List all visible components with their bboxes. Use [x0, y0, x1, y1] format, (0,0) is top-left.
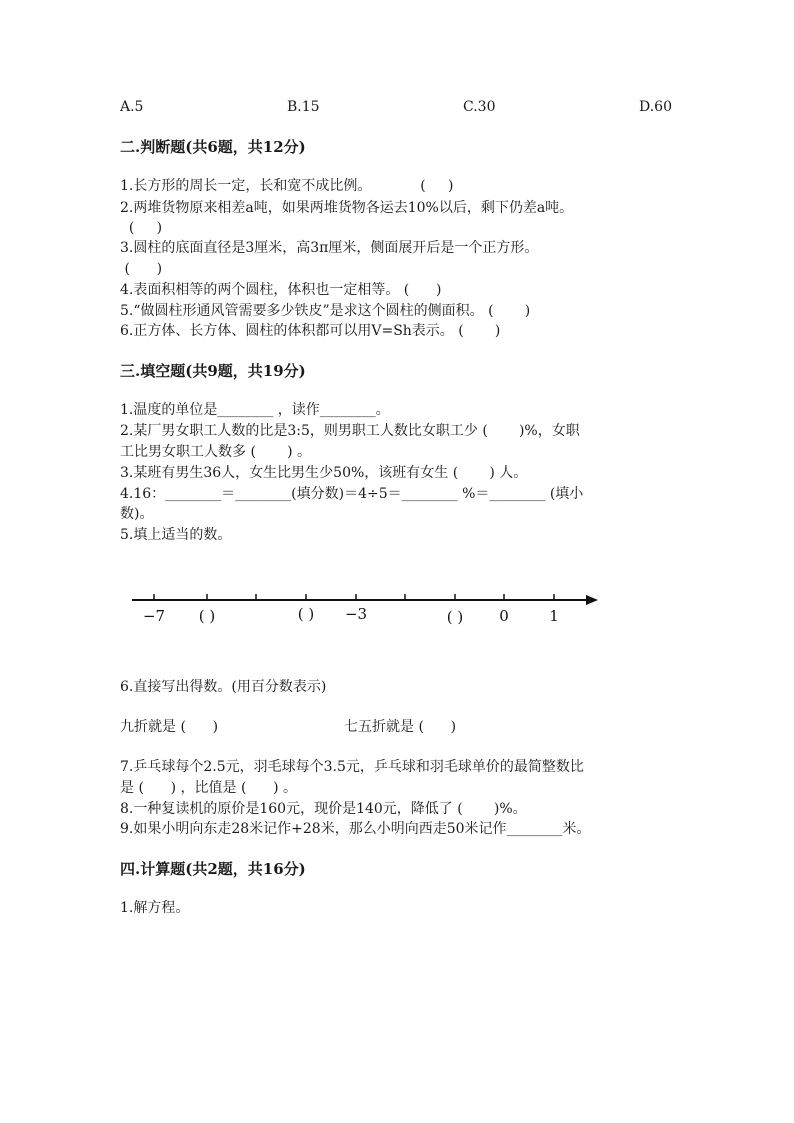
number-line [128, 588, 598, 628]
nl-label-blank-2: ( ) [297, 605, 315, 623]
fill-item-5: 5.填上适当的数。 [120, 527, 232, 543]
fill-item-3: 3.某班有男生36人，女生比男生少50%，该班有女生 ( ) 人。 [120, 465, 528, 481]
fill-item-1: 1.温度的单位是________ ，读作________。 [120, 402, 390, 418]
option-c: C.30 [463, 99, 496, 115]
fill-item-2-cont: 工比男女职工人数多 ( ) 。 [120, 444, 311, 460]
fill-item-2: 2.某厂男女职工人数的比是3:5，则男职工人数比女职工少 ( )%，女职 [120, 423, 580, 439]
discount-a: 九折就是 ( ) [120, 719, 219, 735]
judge-item-1: 1.长方形的周长一定，长和宽不成比例。 ( ) [120, 178, 454, 194]
section-title-fill: 三.填空题(共9题，共19分) [120, 362, 306, 380]
fill-item-6: 6.直接写出得数。(用百分数表示) [120, 679, 327, 695]
option-d: D.60 [639, 99, 672, 115]
nl-label-zero: 0 [499, 607, 509, 625]
discount-b: 七五折就是 ( ) [344, 719, 457, 735]
judge-item-3: 3.圆柱的底面直径是3厘米，高3π厘米，侧面展开后是一个正方形。 [120, 240, 539, 256]
fill-item-4-cont: 数)。 [120, 506, 154, 522]
calc-item-1: 1.解方程。 [120, 900, 190, 916]
judge-item-4: 4.表面积相等的两个圆柱，体积也一定相等。 ( ) [120, 282, 442, 298]
fill-item-8: 8.一种复读机的原价是160元，现价是140元，降低了 ( )%。 [120, 801, 527, 817]
fill-item-7: 7.乒乓球每个2.5元，羽毛球每个3.5元，乒乓球和羽毛球单价的最简整数比 [120, 759, 584, 775]
judge-item-3-blank: ( ) [120, 261, 163, 277]
number-line-arrow [586, 595, 598, 605]
fill-item-4: 4.16：________＝________(填分数)＝4÷5＝________ %＝________ (填小 [120, 486, 584, 502]
judge-item-5: 5.“做圆柱形通风管需要多少铁皮”是求这个圆柱的侧面积。 ( ) [120, 303, 531, 319]
fill-item-7-cont: 是 ( ) ，比值是 ( ) 。 [120, 780, 298, 796]
option-b: B.15 [287, 99, 320, 115]
section-title-calc: 四.计算题(共2题，共16分) [120, 860, 306, 878]
judge-item-2: 2.两堆货物原来相差a吨，如果两堆货物各运去10%以后，剩下仍差a吨。 [120, 200, 574, 216]
nl-label-one: 1 [549, 607, 559, 625]
fill-item-9: 9.如果小明向东走28米记作+28米，那么小明向西走50米记作________米。 [120, 821, 591, 837]
judge-item-2-blank: ( ) [120, 220, 163, 236]
judge-item-6: 6.正方体、长方体、圆柱的体积都可以用V=Sh表示。 ( ) [120, 323, 501, 339]
nl-label-blank-3: ( ) [446, 608, 464, 626]
nl-label-minus7: −7 [142, 607, 166, 625]
section-title-judge: 二.判断题(共6题，共12分) [120, 138, 306, 156]
option-a: A.5 [120, 99, 144, 115]
nl-label-blank-1: ( ) [198, 607, 216, 625]
nl-label-minus3: −3 [344, 605, 368, 623]
